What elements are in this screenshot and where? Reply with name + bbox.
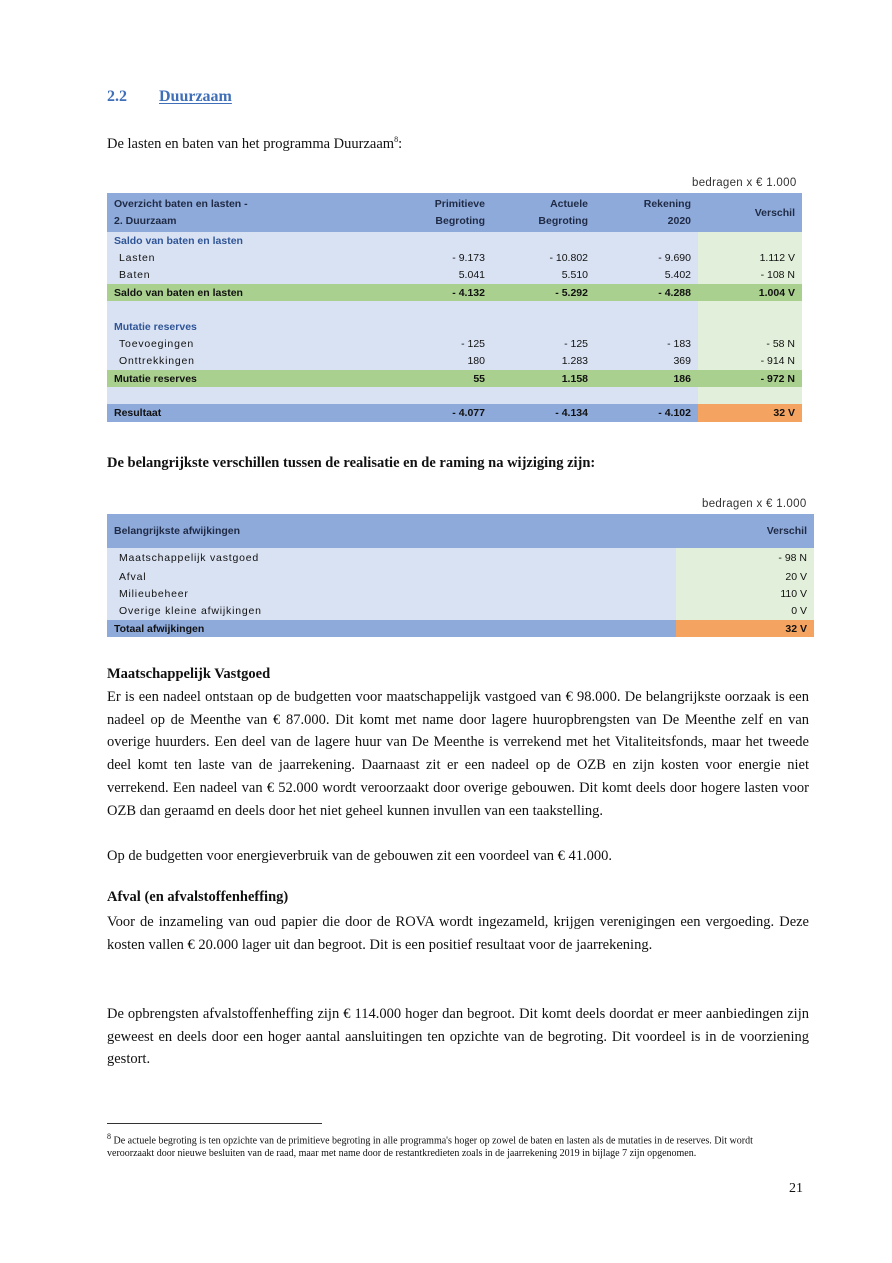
deviation-value: 20 V — [676, 568, 814, 585]
table-header-row — [107, 193, 802, 232]
header-rekening: Rekening 2020 — [595, 193, 698, 232]
verschil-value: - 58 N — [698, 335, 802, 352]
primitieve-value: - 4.077 — [389, 404, 492, 421]
deviation-value: 0 V — [676, 603, 814, 620]
page-number: 21 — [789, 1181, 803, 1196]
row-label: Saldo van baten en lasten — [107, 284, 389, 301]
header-verschil: Verschil — [676, 514, 814, 548]
header-label: Overzicht baten en lasten - 2. Duurzaam — [107, 193, 389, 232]
section-number: 2.2 — [107, 88, 127, 105]
row-label: Toevoegingen — [107, 335, 389, 352]
row-label — [107, 387, 389, 404]
row-label: Saldo van baten en lasten — [107, 232, 389, 249]
deviation-label: Maatschappelijk vastgoed — [107, 548, 676, 568]
header-label: Belangrijkste afwijkingen — [107, 514, 676, 548]
section-heading — [107, 88, 232, 106]
total-row — [107, 620, 814, 637]
primitieve-value — [389, 318, 492, 335]
deviation-label: Overige kleine afwijkingen — [107, 603, 676, 620]
actuele-value: - 5.292 — [492, 284, 595, 301]
deviation-row — [107, 603, 814, 620]
deviations-table — [107, 514, 814, 637]
verschil-value: - 914 N — [698, 353, 802, 370]
item-row — [107, 353, 802, 370]
header-verschil: Verschil — [698, 193, 802, 232]
verschil-value — [698, 301, 802, 318]
footnote-ref: 8 — [394, 135, 399, 144]
primitieve-value: - 125 — [389, 335, 492, 352]
primitieve-value — [389, 232, 492, 249]
actuele-value — [492, 318, 595, 335]
paragraph: Op de budgetten voor energieverbruik van de gebouwen zit een voordeel van € 41.000. — [107, 848, 613, 864]
footnote-text: De actuele begroting is ten opzichte van de primitieve begroting in alle programma's hoger op zowel de baten en lasten als de mutaties in de reserves. Dit wordt veroorzaakt door nieuwe besluiten van de raad, maar met name door de restantkredieten zoals in de jaarrekening 2019 in bijlage 7 zijn opgenomen. — [107, 1135, 753, 1160]
rekening-value: - 4.102 — [595, 404, 698, 421]
paragraph: Voor de inzameling van oud papier die door de ROVA wordt ingezameld, krijgen verenigingen een vergoeding. Deze kosten vallen € 20.000 lager uit dan begroot. Dit is een positief resultaat voor de jaarrekening. — [107, 914, 809, 953]
row-label: Mutatie reserves — [107, 318, 389, 335]
primitieve-value — [389, 387, 492, 404]
paragraph: De opbrengsten afvalstoffenheffing zijn € 114.000 hoger dan begroot. Dit komt deels doordat er meer aanbiedingen zijn geweest en deels door een hoger aantal aansluitingen ten opzichte van de begroting. Dit voordeel is in de voorziening gestort. — [107, 1006, 809, 1068]
verschil-value — [698, 232, 802, 249]
deviation-label: Afval — [107, 568, 676, 585]
rekening-value — [595, 318, 698, 335]
row-label: Resultaat — [107, 404, 389, 421]
actuele-value: 1.158 — [492, 370, 595, 387]
row-label: Baten — [107, 267, 389, 284]
rekening-value: 186 — [595, 370, 698, 387]
footnote — [107, 1130, 797, 1160]
section-row — [107, 318, 802, 335]
verschil-value: - 108 N — [698, 267, 802, 284]
overview-table — [107, 193, 802, 422]
blank-row — [107, 387, 802, 404]
actuele-value: - 4.134 — [492, 404, 595, 421]
section-row — [107, 232, 802, 249]
actuele-value: 1.283 — [492, 353, 595, 370]
section-title-afval: Afval (en afvalstoffenheffing) — [107, 889, 289, 905]
deviation-label: Milieubeheer — [107, 585, 676, 602]
primitieve-value: 180 — [389, 353, 492, 370]
header-actuele: Actuele Begroting — [492, 193, 595, 232]
table1-unit-note: bedragen x € 1.000 — [692, 177, 797, 189]
footnote-number: 8 — [107, 1132, 111, 1141]
row-label: Lasten — [107, 249, 389, 266]
actuele-value: - 125 — [492, 335, 595, 352]
verschil-value: 1.004 V — [698, 284, 802, 301]
total-label: Totaal afwijkingen — [107, 620, 676, 637]
rekening-value — [595, 301, 698, 318]
primitieve-value: 5.041 — [389, 267, 492, 284]
primitieve-value — [389, 301, 492, 318]
header-primitieve: Primitieve Begroting — [389, 193, 492, 232]
verschil-value: 1.112 V — [698, 249, 802, 266]
blank-row — [107, 301, 802, 318]
rekening-value — [595, 232, 698, 249]
deviation-row — [107, 585, 814, 602]
row-label — [107, 301, 389, 318]
verschil-value — [698, 318, 802, 335]
actuele-value — [492, 301, 595, 318]
primitieve-value: 55 — [389, 370, 492, 387]
rekening-value: - 183 — [595, 335, 698, 352]
total-row — [107, 284, 802, 301]
deviation-value: 110 V — [676, 585, 814, 602]
actuele-value: 5.510 — [492, 267, 595, 284]
item-row — [107, 249, 802, 266]
deviation-row — [107, 568, 814, 585]
actuele-value — [492, 232, 595, 249]
total-row — [107, 370, 802, 387]
actuele-value — [492, 387, 595, 404]
rekening-value: - 9.690 — [595, 249, 698, 266]
rekening-value — [595, 387, 698, 404]
actuele-value: - 10.802 — [492, 249, 595, 266]
table-header-row — [107, 514, 814, 548]
section-title-vastgoed: Maatschappelijk Vastgoed — [107, 666, 271, 682]
verschil-value: 32 V — [698, 404, 802, 421]
paragraph: Er is een nadeel ontstaan op de budgetten voor maatschappelijk vastgoed van € 98.000. De belangrijkste oorzaak is een nadeel op de Meenthe van € 87.000. Dit komt met name door lagere huuropbrengsten van De Meenthe zelf en van overige huurders. Een deel van de lagere huur van De Meenthe is verrekend met het Vitaliteitsfonds, maar het tweede deel komt ten laste van de jaarrekening. Daarnaast zit er een nadeel op de OZB en zijn kosten voor energie niet verrekend. Een nadeel van € 52.000 wordt veroorzaakt door overige gebouwen. Dit komt deels door hogere lasten voor OZB dan geraamd en deels door het niet geheel kunnen invullen van een taakstelling. — [107, 689, 809, 819]
intro-text: De lasten en baten van het programma Duurzaam$^8$: — [107, 135, 403, 152]
table2-unit-note: bedragen x € 1.000 — [702, 498, 807, 510]
row-label: Onttrekkingen — [107, 353, 389, 370]
footnote-divider — [107, 1123, 322, 1124]
row-label: Mutatie reserves — [107, 370, 389, 387]
verschil-value — [698, 387, 802, 404]
section-title: Duurzaam — [159, 88, 232, 105]
rekening-value: 5.402 — [595, 267, 698, 284]
result-row — [107, 404, 802, 421]
verschil-value: - 972 N — [698, 370, 802, 387]
deviation-value: - 98 N — [676, 548, 814, 568]
primitieve-value: - 9.173 — [389, 249, 492, 266]
differences-heading: De belangrijkste verschillen tussen de realisatie en de raming na wijziging zijn: — [107, 455, 596, 471]
deviation-row — [107, 548, 814, 568]
rekening-value: - 4.288 — [595, 284, 698, 301]
primitieve-value: - 4.132 — [389, 284, 492, 301]
rekening-value: 369 — [595, 353, 698, 370]
total-value: 32 V — [676, 620, 814, 637]
item-row — [107, 335, 802, 352]
item-row — [107, 267, 802, 284]
